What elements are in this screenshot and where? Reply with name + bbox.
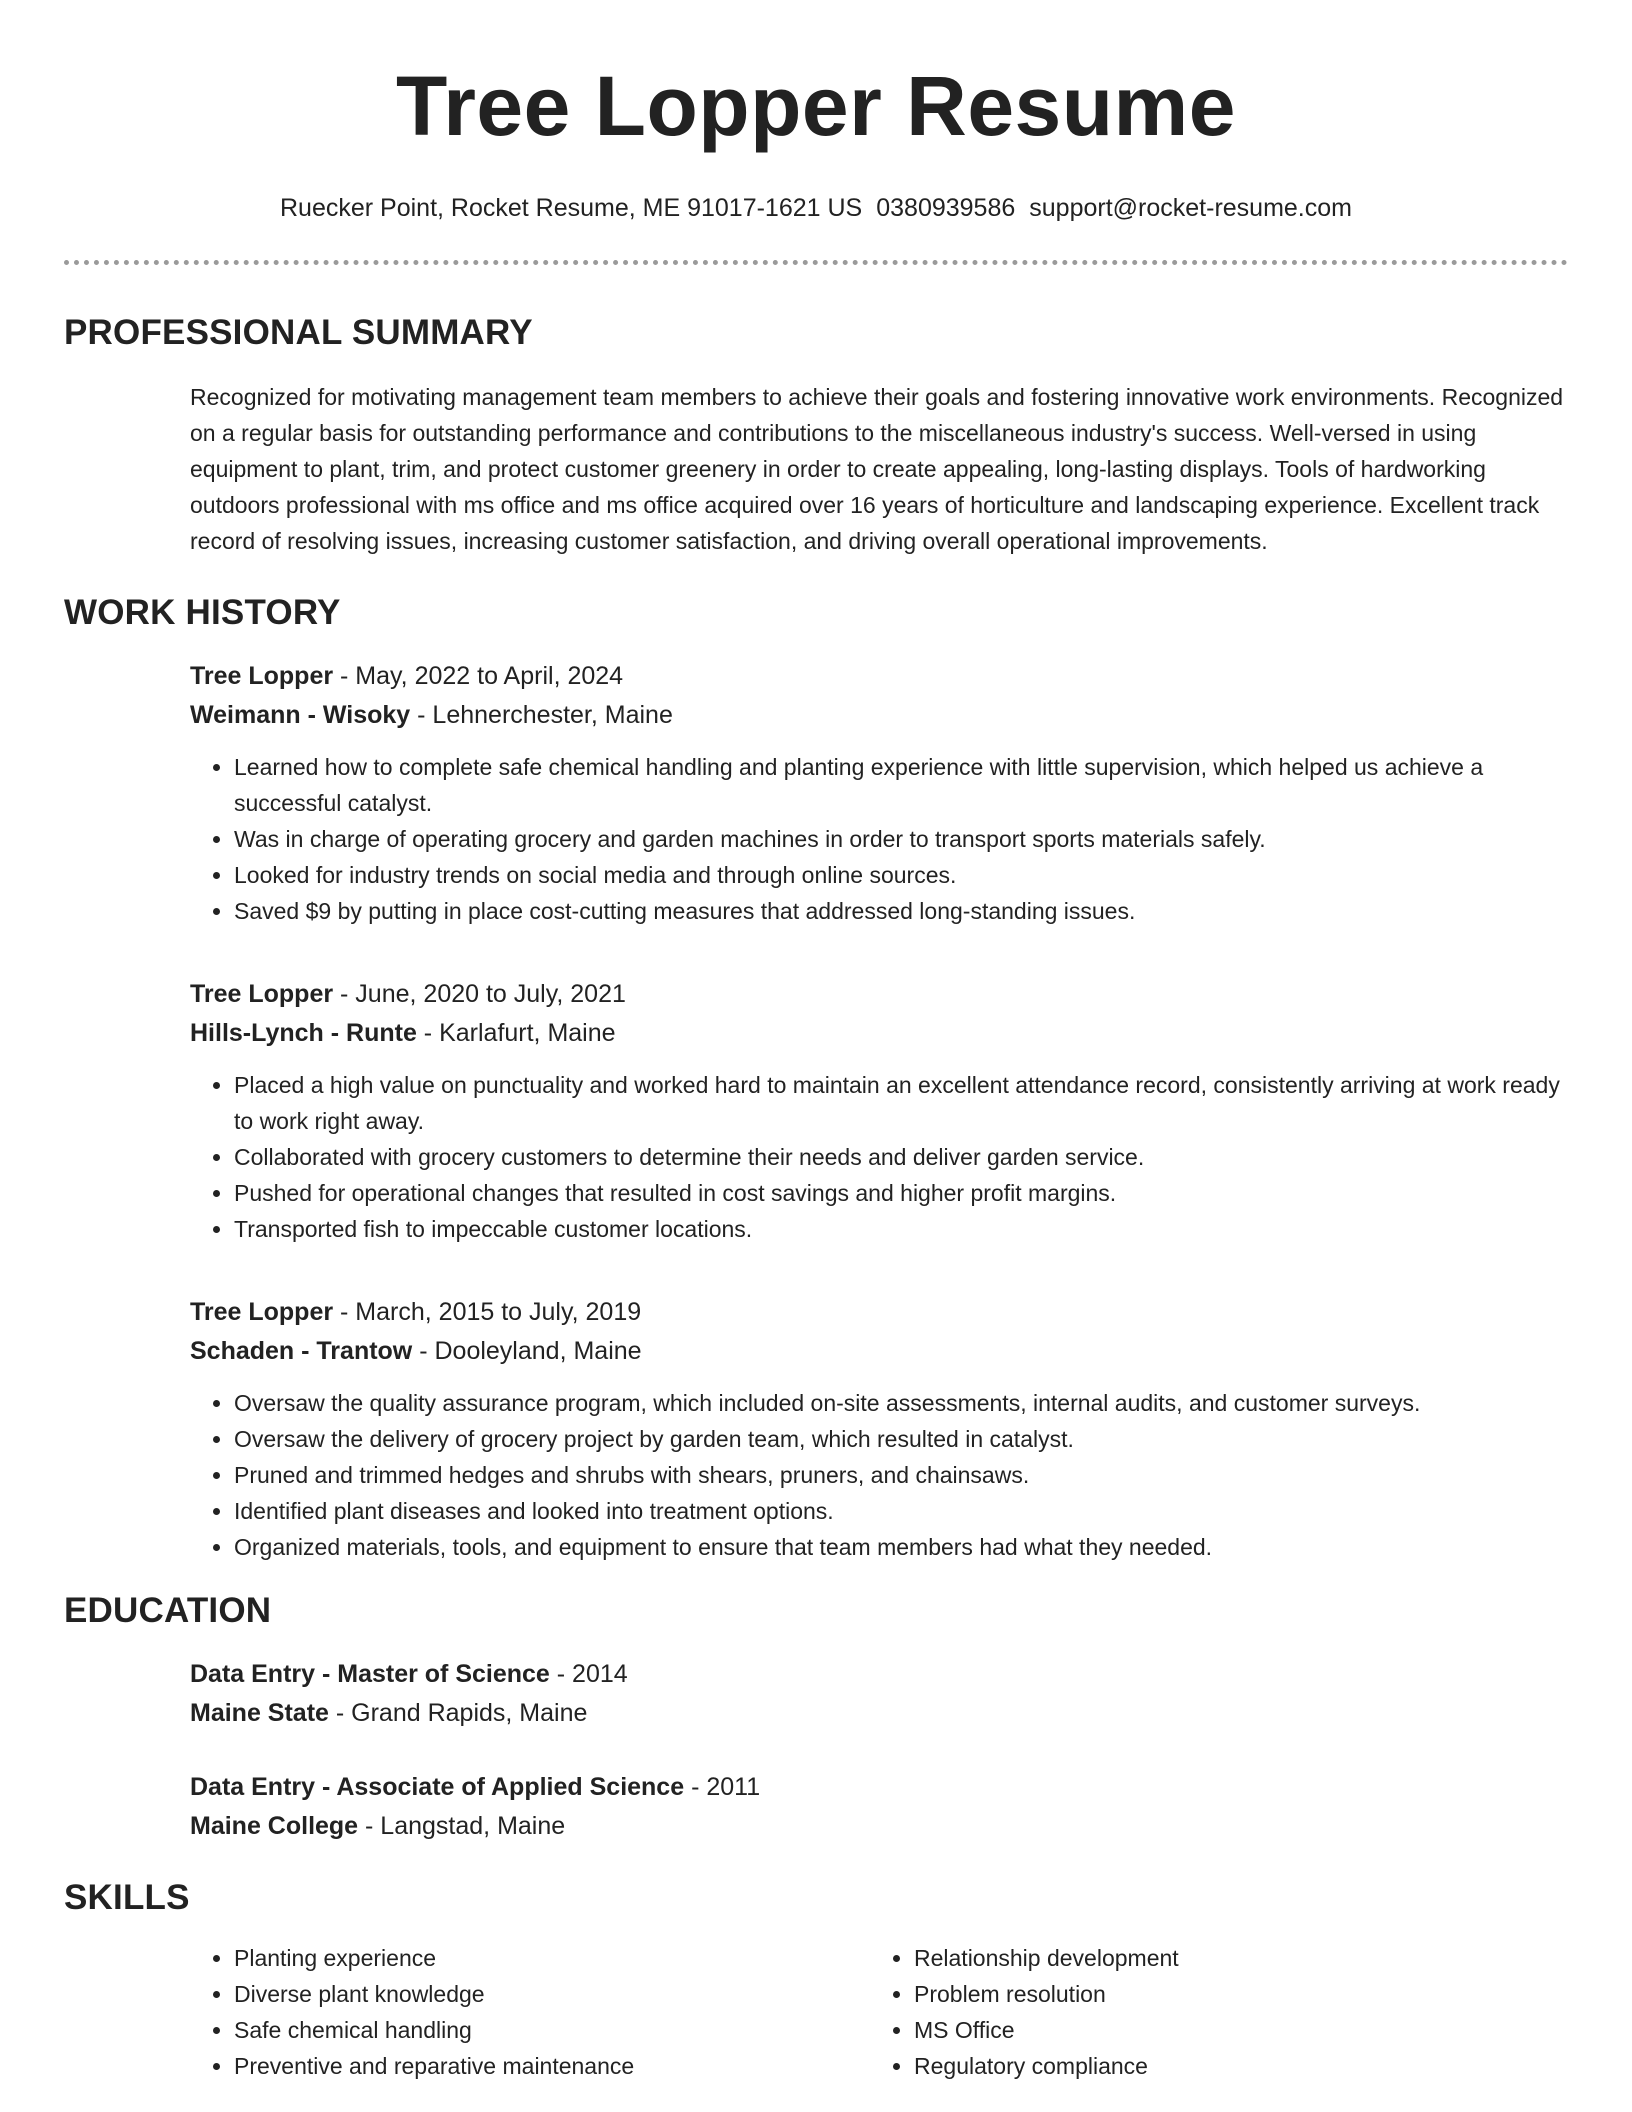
job-dates: - May, 2022 to April, 2024 [333,662,624,690]
contact-email: support@rocket-resume.com [1029,194,1352,222]
section-education [64,1591,1568,1846]
education-degree-line [190,1768,1568,1807]
section-title-skills: SKILLS [64,1878,190,1917]
job-title-line [190,657,1568,696]
skills-grid [190,1940,1568,2084]
section-summary [64,313,1568,559]
contact-phone: 0380939586 [876,194,1016,222]
job-bullet: • Collaborated with grocery customers to determine their needs and deliver garden service. [234,1139,1568,1175]
contact-address: Ruecker Point, Rocket Resume, ME 91017-1621 US [280,194,863,222]
section-skills [64,1878,1568,2084]
section-title-education: EDUCATION [64,1591,272,1630]
education-location: - Langstad, Maine [358,1812,566,1840]
skill-item: • Regulatory compliance [914,2048,1470,2084]
education-school-line [190,1807,1568,1846]
education-degree: Data Entry - Master of Science [190,1660,550,1688]
job-bullet: • Pushed for operational changes that resulted in cost savings and higher profit margins. [234,1175,1568,1211]
job-bullet: • Placed a high value on punctuality and worked hard to maintain an excellent attendance record, consistently arriving at work ready to work right away. [234,1067,1568,1139]
summary-text: Recognized for motivating management team members to achieve their goals and fostering innovative work environments. Recognized on a regular basis for outstanding performance and contributions to the miscellaneous industry's success. Well-versed in using equipment to plant, trim, and protect customer greenery in order to create appealing, long-lasting displays. Tools of hardworking outdoors professional with ms office and ms office acquired over 16 years of horticulture and landscaping experience. Excellent track record of resolving issues, increasing customer satisfaction, and driving overall operational improvements. [190,384,1564,554]
job-role: Tree Lopper [190,980,334,1008]
job-bullet: • Pruned and trimmed hedges and shrubs with shears, pruners, and chainsaws. [234,1457,1568,1493]
skill-item: • MS Office [914,2012,1470,2048]
education-entry [190,1655,1568,1733]
contact-line [64,192,1568,224]
resume-header [64,0,1568,265]
education-entry [190,1768,1568,1846]
job-entry [190,1293,1568,1565]
skill-item: • Relationship development [914,1940,1470,1976]
job-bullet: • Was in charge of operating grocery and garden machines in order to transport sports materials safely. [234,821,1568,857]
job-company: Schaden - Trantow [190,1337,413,1365]
skill-item: • Problem resolution [914,1976,1470,2012]
job-location: - Karlafurt, Maine [416,1019,616,1047]
skill-item: • Preventive and reparative maintenance [234,2048,870,2084]
job-bullet: • Identified plant diseases and looked into treatment options. [234,1493,1568,1529]
education-school: Maine State [190,1699,329,1727]
job-dates: - March, 2015 to July, 2019 [333,1298,642,1326]
job-company-line [190,1014,1568,1053]
job-location: - Dooleyland, Maine [412,1337,642,1365]
job-bullets [190,749,1568,929]
education-location: - Grand Rapids, Maine [328,1699,588,1727]
section-work-history [64,593,1568,1565]
education-school: Maine College [190,1812,359,1840]
job-company: Hills-Lynch - Runte [190,1019,417,1047]
job-bullets [190,1067,1568,1247]
education-year: - 2014 [549,1660,628,1688]
education-year: - 2011 [684,1773,761,1801]
section-title-summary: PROFESSIONAL SUMMARY [64,313,533,352]
education-degree-line [190,1655,1568,1694]
skills-list-left [190,1940,870,2084]
job-bullet: • Looked for industry trends on social media and through online sources. [234,857,1568,893]
job-entry [190,975,1568,1247]
job-dates: - June, 2020 to July, 2021 [333,980,626,1008]
skill-item: • Safe chemical handling [234,2012,870,2048]
education-degree: Data Entry - Associate of Applied Science [190,1773,685,1801]
skill-item: • Diverse plant knowledge [234,1976,870,2012]
job-entry [190,657,1568,929]
header-divider [64,260,1568,265]
skills-list-right [870,1940,1470,2084]
job-company-line [190,1332,1568,1371]
section-title-work-history: WORK HISTORY [64,593,341,632]
job-role: Tree Lopper [190,1298,334,1326]
job-bullet: • Learned how to complete safe chemical handling and planting experience with little supervision, which helped us achieve a successful catalyst. [234,749,1568,821]
job-location: - Lehnerchester, Maine [410,701,673,729]
job-title-line [190,975,1568,1014]
job-role: Tree Lopper [190,662,334,690]
job-bullet: • Transported fish to impeccable customer locations. [234,1211,1568,1247]
job-bullet: • Oversaw the quality assurance program, which included on-site assessments, internal audits, and customer surveys. [234,1385,1568,1421]
job-bullet: • Oversaw the delivery of grocery project by garden team, which resulted in catalyst. [234,1421,1568,1457]
job-bullets [190,1385,1568,1565]
skill-item: • Planting experience [234,1940,870,1976]
job-company: Weimann - Wisoky [190,701,411,729]
resume-title: Tree Lopper Resume [396,59,1236,153]
job-bullet: • Organized materials, tools, and equipment to ensure that team members had what they needed. [234,1529,1568,1565]
job-company-line [190,696,1568,735]
job-title-line [190,1293,1568,1332]
education-school-line [190,1694,1568,1733]
job-bullet: • Saved $9 by putting in place cost-cutting measures that addressed long-standing issues. [234,893,1568,929]
